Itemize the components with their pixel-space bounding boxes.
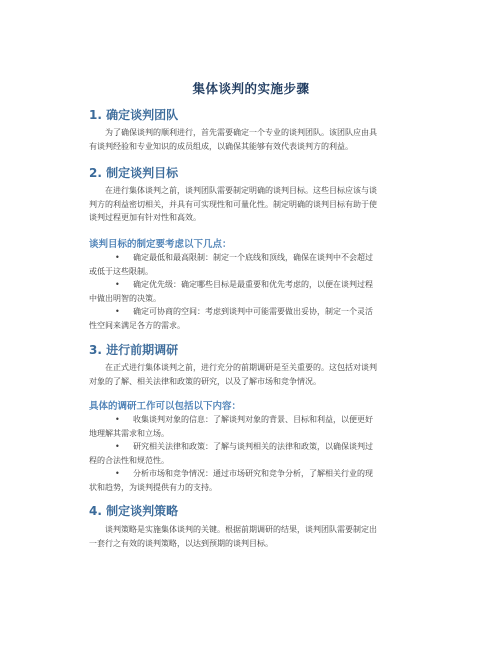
list-item-line: 状和趋势，为谈判提供有力的支持。 [89,482,217,492]
section-4-paragraph [89,523,424,550]
paragraph-line: 为了确保谈判的顺利进行，首先需要确定一个专业的谈判团队。该团队应由具 [105,128,377,137]
list-item-line: 程的合法性和规范性。 [89,455,169,465]
section-1-heading: 1. 确定谈判团队 [89,108,179,122]
list-item-line: 研究相关法律和政策：了解与谈判相关的法律和政策，以确保谈判过 [133,442,373,451]
bullet-icon: • [115,442,120,451]
bullet-icon: • [115,415,120,424]
bullet-icon: • [115,253,120,262]
list-item [89,251,434,278]
bullet-icon: • [115,307,120,316]
list-item-line: 分析市场和竞争情况：通过市场研究和竞争分析，了解相关行业的现 [133,469,373,478]
paragraph-line: 在正式进行集体谈判之前，进行充分的前期调研是至关重要的。这包括对谈判 [105,363,377,372]
paragraph-line: 在进行集体谈判之前，谈判团队需要制定明确的谈判目标。这些目标应该与谈 [105,186,377,195]
paragraph-line: 谈判策略是实施集体谈判的关键。根据前期调研的结果，谈判团队需要制定出 [105,525,377,534]
list-item [89,440,434,467]
document-title: 集体谈判的实施步骤 [192,81,310,96]
paragraph-line: 谈判过程更加有针对性和高效。 [89,213,201,222]
section-2-paragraph [89,184,424,225]
list-item [89,413,434,440]
section-1-paragraph [89,126,424,153]
list-item-line: 确定优先级：确定哪些目标是最重要和优先考虑的，以便在谈判过程 [133,280,373,289]
list-item [89,278,434,305]
list-item-line: 性空间来满足各方的需求。 [89,320,185,330]
section-3-subheading: 具体的调研工作可以包括以下内容： [89,401,242,412]
section-4-heading: 4. 制定谈判策略 [89,504,179,518]
section-3-paragraph [89,361,424,388]
bullet-icon: • [115,280,120,289]
section-2-heading: 2. 制定谈判目标 [89,166,179,180]
list-item-line: 收集谈判对象的信息：了解谈判对象的背景、目标和利益，以便更好 [133,415,373,424]
list-item-line: 确定最低和最高限制：制定一个底线和顶线，确保在谈判中不会超过 [133,253,373,262]
list-item-line: 或低于这些限制。 [89,266,153,276]
paragraph-line: 对象的了解、相关法律和政策的研究，以及了解市场和竞争情况。 [89,376,321,386]
list-item [89,467,434,494]
section-2-subheading: 谈判目标的制定要考虑以下几点： [89,239,232,250]
paragraph-line: 有谈判经验和专业知识的成员组成，以确保其能够有效代表谈判方的利益。 [89,141,353,151]
paragraph-line: 判方的利益密切相关，并具有可实现性和可量化性。制定明确的谈判目标有助于使 [89,199,377,209]
section-3-heading: 3. 进行前期调研 [89,343,179,357]
list-item-line: 确定可协商的空间：考虑到谈判中可能需要做出妥协，制定一个灵活 [133,307,373,316]
bullet-icon: • [115,469,120,478]
paragraph-line: 一套行之有效的谈判策略，以达到预期的谈判目标。 [89,538,273,548]
list-item [89,305,434,332]
list-item-line: 地理解其需求和立场。 [89,428,169,438]
list-item-line: 中做出明智的决策。 [89,293,161,303]
